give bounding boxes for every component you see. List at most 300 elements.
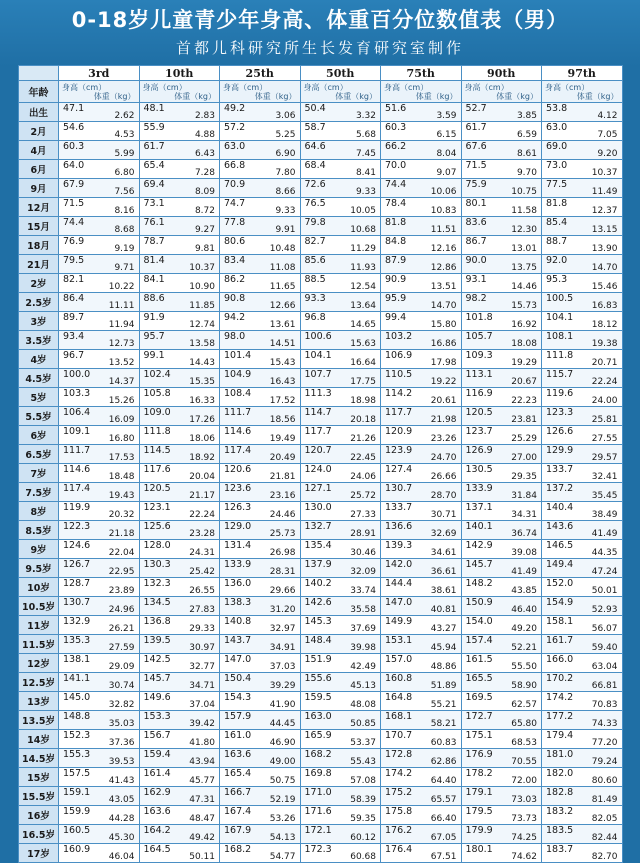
age-cell: 7岁 [19,464,59,483]
height-value: 63.0 [224,141,246,152]
height-value: 156.7 [143,730,171,741]
value-cell [300,692,381,711]
value-cell [139,255,220,274]
height-value: 107.7 [304,369,332,380]
age-cell: 16.5岁 [19,825,59,844]
value-cell [381,274,462,293]
height-value: 117.4 [224,445,252,456]
weight-value: 49.20 [511,624,537,634]
value-cell [300,350,381,369]
height-unit-label: 身高（cm） [223,83,268,92]
weight-value: 46.90 [269,738,296,748]
height-value: 154.0 [465,616,493,627]
value-cell [381,388,462,407]
weight-value: 12.30 [511,225,537,235]
weight-value: 53.37 [350,738,376,748]
value-cell [300,331,381,350]
height-value: 151.9 [304,654,332,665]
weight-value: 12.74 [189,320,215,330]
weight-value: 38.49 [591,510,618,520]
weight-value: 16.86 [430,339,457,349]
value-cell [300,464,381,483]
weight-unit-label: 体重（kg） [576,92,619,101]
weight-value: 19.38 [591,339,618,349]
height-value: 47.1 [63,103,85,114]
value-cell [220,730,301,749]
height-value: 163.0 [304,711,332,722]
age-cell: 10.5岁 [19,597,59,616]
value-cell [139,502,220,521]
height-value: 106.4 [63,407,91,418]
value-cell [300,445,381,464]
weight-value: 18.08 [511,339,537,349]
weight-value: 7.45 [355,149,376,159]
height-value: 140.4 [546,502,574,513]
weight-unit-label: 体重（kg） [415,92,458,101]
weight-value: 3.59 [436,111,457,121]
weight-value: 31.84 [511,491,537,501]
weight-value: 45.30 [108,833,135,843]
height-value: 148.4 [304,635,332,646]
weight-value: 15.63 [350,339,376,349]
value-cell [59,730,140,749]
weight-value: 12.66 [269,301,296,311]
height-value: 104.9 [224,369,252,380]
height-value: 133.7 [385,502,413,513]
height-value: 136.8 [143,616,171,627]
height-value: 95.9 [385,293,407,304]
unit-header-row [19,81,623,103]
weight-value: 46.04 [108,852,135,862]
value-cell [59,217,140,236]
value-cell [461,426,542,445]
height-value: 80.1 [465,198,487,209]
weight-value: 48.08 [350,700,376,710]
weight-value: 39.29 [269,681,296,691]
value-cell [59,673,140,692]
value-cell [220,768,301,787]
weight-value: 38.61 [430,586,457,596]
value-cell [381,825,462,844]
percentile-header: 3rd [59,66,140,81]
value-cell [220,559,301,578]
value-cell [59,179,140,198]
age-cell: 12岁 [19,654,59,673]
weight-value: 74.25 [511,833,537,843]
weight-value: 11.49 [591,187,618,197]
value-cell [461,464,542,483]
value-cell [461,502,542,521]
value-cell [220,388,301,407]
age-cell: 14.5岁 [19,749,59,768]
height-value: 149.4 [546,559,574,570]
height-value: 154.3 [224,692,252,703]
value-cell [461,217,542,236]
height-value: 145.7 [143,673,171,684]
value-cell [139,122,220,141]
value-cell [542,255,623,274]
height-value: 152.0 [546,578,574,589]
value-cell [461,654,542,673]
weight-value: 55.50 [511,662,537,672]
table-row [19,179,623,198]
weight-value: 10.90 [189,282,215,292]
height-value: 176.2 [385,825,413,836]
value-cell [300,825,381,844]
height-value: 111.8 [546,350,574,361]
height-value: 77.8 [224,217,246,228]
weight-value: 8.16 [114,206,135,216]
value-cell [461,255,542,274]
weight-value: 22.95 [108,567,135,577]
weight-value: 5.25 [275,130,296,140]
weight-value: 17.52 [269,396,296,406]
weight-value: 2.62 [114,111,135,121]
weight-value: 9.81 [194,244,215,254]
table-row [19,483,623,502]
height-value: 64.6 [304,141,326,152]
value-cell [542,407,623,426]
value-cell [59,426,140,445]
value-cell [461,597,542,616]
table-row [19,502,623,521]
weight-value: 44.35 [591,548,618,558]
weight-value: 20.49 [269,453,296,463]
value-cell [139,179,220,198]
height-value: 145.0 [63,692,91,703]
weight-value: 9.33 [355,187,376,197]
table-row [19,711,623,730]
value-cell [139,559,220,578]
weight-value: 23.28 [189,529,215,539]
value-cell [381,331,462,350]
value-cell [139,312,220,331]
weight-value: 22.45 [350,453,376,463]
value-cell [542,103,623,122]
weight-value: 22.24 [591,377,618,387]
height-value: 149.9 [385,616,413,627]
height-value: 136.0 [224,578,252,589]
weight-unit-label: 体重（kg） [254,92,297,101]
height-value: 78.4 [385,198,407,209]
weight-value: 41.43 [108,776,135,786]
weight-value: 19.43 [108,491,135,501]
height-value: 166.7 [224,787,252,798]
value-cell [300,597,381,616]
weight-value: 47.31 [189,795,215,805]
weight-value: 13.75 [511,263,537,273]
value-cell [461,559,542,578]
weight-value: 73.03 [511,795,537,805]
height-value: 123.9 [385,445,413,456]
height-value: 172.7 [465,711,493,722]
height-value: 84.8 [385,236,407,247]
value-cell [300,122,381,141]
value-cell [139,711,220,730]
value-cell [542,521,623,540]
weight-value: 63.04 [591,662,618,672]
height-value: 60.3 [63,141,85,152]
value-cell [59,711,140,730]
height-value: 160.5 [63,825,91,836]
weight-value: 25.73 [269,529,296,539]
height-value: 159.9 [63,806,91,817]
height-value: 74.7 [224,198,246,209]
value-cell [542,445,623,464]
value-cell [542,274,623,293]
percentile-header-row [19,66,623,81]
age-cell: 15月 [19,217,59,236]
weight-value: 12.54 [350,282,376,292]
value-cell [300,711,381,730]
age-cell: 11.5岁 [19,635,59,654]
height-value: 114.5 [143,445,171,456]
weight-value: 3.32 [355,111,376,121]
value-cell [59,236,140,255]
value-cell [139,198,220,217]
height-value: 161.4 [143,768,171,779]
table-row [19,692,623,711]
height-value: 61.7 [465,122,487,133]
height-value: 149.6 [143,692,171,703]
height-value: 75.9 [465,179,487,190]
value-cell [461,844,542,863]
height-value: 181.0 [546,749,574,760]
value-cell [461,787,542,806]
height-value: 141.1 [63,673,91,684]
table-body [19,103,623,863]
weight-value: 41.49 [591,529,618,539]
height-value: 132.7 [304,521,332,532]
value-cell [542,635,623,654]
percentile-table [18,65,623,863]
weight-value: 30.71 [430,510,457,520]
age-header: 年龄 [19,81,59,103]
height-value: 148.2 [465,578,493,589]
value-cell [381,198,462,217]
height-value: 135.4 [304,540,332,551]
value-cell [542,122,623,141]
height-value: 175.2 [385,787,413,798]
unit-header-cell [461,81,542,103]
height-value: 54.6 [63,122,85,133]
value-cell [381,350,462,369]
weight-value: 13.58 [189,339,215,349]
height-value: 86.4 [63,293,85,304]
value-cell [300,312,381,331]
value-cell [220,198,301,217]
value-cell [139,331,220,350]
height-value: 172.1 [304,825,332,836]
weight-value: 55.43 [350,757,376,767]
table-row [19,521,623,540]
height-value: 105.7 [465,331,493,342]
weight-value: 17.98 [430,358,457,368]
height-value: 89.7 [63,312,85,323]
weight-value: 6.80 [114,168,135,178]
height-value: 161.7 [546,635,574,646]
height-value: 58.7 [304,122,326,133]
unit-header-cell [139,81,220,103]
height-value: 100.5 [546,293,574,304]
table-row [19,464,623,483]
value-cell [139,445,220,464]
value-cell [139,806,220,825]
weight-value: 50.85 [350,719,376,729]
height-value: 98.2 [465,293,487,304]
height-value: 176.9 [465,749,493,760]
value-cell [220,331,301,350]
unit-header-cell [381,81,462,103]
weight-value: 20.67 [511,377,537,387]
age-cell: 6.5岁 [19,445,59,464]
table-row [19,597,623,616]
weight-value: 10.05 [350,206,376,216]
height-value: 126.9 [465,445,493,456]
weight-value: 32.69 [430,529,457,539]
height-value: 122.3 [63,521,91,532]
value-cell [381,103,462,122]
weight-value: 59.40 [591,643,618,653]
height-value: 83.4 [224,255,246,266]
value-cell [300,787,381,806]
weight-unit-label: 体重（kg） [335,92,377,101]
weight-value: 70.55 [511,757,537,767]
weight-value: 11.58 [511,206,537,216]
height-value: 85.4 [546,217,568,228]
weight-value: 53.26 [269,814,296,824]
height-value: 142.5 [143,654,171,665]
height-value: 163.6 [143,806,171,817]
height-value: 105.8 [143,388,171,399]
value-cell [542,844,623,863]
height-value: 168.2 [304,749,332,760]
weight-value: 8.61 [516,149,537,159]
height-value: 165.9 [304,730,332,741]
height-value: 117.4 [63,483,91,494]
weight-value: 62.86 [430,757,457,767]
height-value: 145.7 [465,559,493,570]
weight-value: 15.46 [591,282,618,292]
value-cell [59,502,140,521]
height-value: 183.7 [546,844,574,855]
weight-value: 47.24 [591,567,618,577]
value-cell [59,464,140,483]
weight-value: 22.04 [108,548,135,558]
weight-value: 44.28 [108,814,135,824]
weight-value: 3.85 [516,111,537,121]
weight-value: 32.77 [189,662,215,672]
height-value: 132.9 [63,616,91,627]
height-value: 92.0 [546,255,568,266]
age-cell: 5岁 [19,388,59,407]
height-value: 159.1 [63,787,91,798]
height-value: 138.3 [224,597,252,608]
value-cell [381,540,462,559]
weight-value: 67.05 [430,833,457,843]
weight-value: 27.83 [189,605,215,615]
value-cell [461,312,542,331]
value-cell [59,692,140,711]
weight-value: 32.41 [591,472,618,482]
weight-value: 10.83 [430,206,457,216]
age-cell: 17岁 [19,844,59,863]
value-cell [220,825,301,844]
weight-value: 14.70 [591,263,618,273]
height-value: 140.2 [304,578,332,589]
weight-value: 29.66 [269,586,296,596]
value-cell [461,198,542,217]
age-cell: 出生 [19,103,59,122]
height-value: 128.7 [63,578,91,589]
value-cell [59,160,140,179]
height-value: 169.5 [465,692,493,703]
value-cell [542,616,623,635]
weight-value: 14.37 [108,377,135,387]
table-row [19,198,623,217]
weight-value: 73.73 [511,814,537,824]
value-cell [139,407,220,426]
weight-value: 24.06 [350,472,376,482]
value-cell [139,293,220,312]
weight-value: 4.53 [114,130,135,140]
weight-value: 67.51 [430,852,457,862]
height-value: 64.0 [63,160,85,171]
value-cell [542,806,623,825]
weight-value: 22.24 [189,510,215,520]
table-row [19,635,623,654]
weight-value: 8.04 [436,149,457,159]
age-cell: 7.5岁 [19,483,59,502]
height-value: 165.4 [224,768,252,779]
weight-value: 19.22 [430,377,457,387]
unit-header-cell [300,81,381,103]
weight-value: 42.49 [350,662,376,672]
value-cell [59,635,140,654]
height-value: 133.7 [546,464,574,475]
weight-value: 16.09 [108,415,135,425]
height-value: 96.7 [63,350,85,361]
weight-value: 29.35 [511,472,537,482]
weight-value: 34.91 [269,643,296,653]
height-value: 108.1 [546,331,574,342]
weight-value: 14.43 [189,358,215,368]
value-cell [381,160,462,179]
height-value: 154.9 [546,597,574,608]
height-value: 103.3 [63,388,91,399]
weight-value: 25.81 [591,415,618,425]
value-cell [220,255,301,274]
height-value: 140.1 [465,521,493,532]
value-cell [461,236,542,255]
age-cell: 6岁 [19,426,59,445]
height-value: 171.6 [304,806,332,817]
weight-value: 32.97 [269,624,296,634]
value-cell [542,787,623,806]
value-cell [139,673,220,692]
weight-value: 24.96 [108,605,135,615]
percentile-header: 97th [542,66,623,81]
weight-value: 21.81 [269,472,296,482]
value-cell [300,198,381,217]
value-cell [220,673,301,692]
table-row [19,236,623,255]
value-cell [461,540,542,559]
value-cell [542,768,623,787]
value-cell [461,407,542,426]
weight-value: 7.28 [194,168,215,178]
table-row [19,426,623,445]
